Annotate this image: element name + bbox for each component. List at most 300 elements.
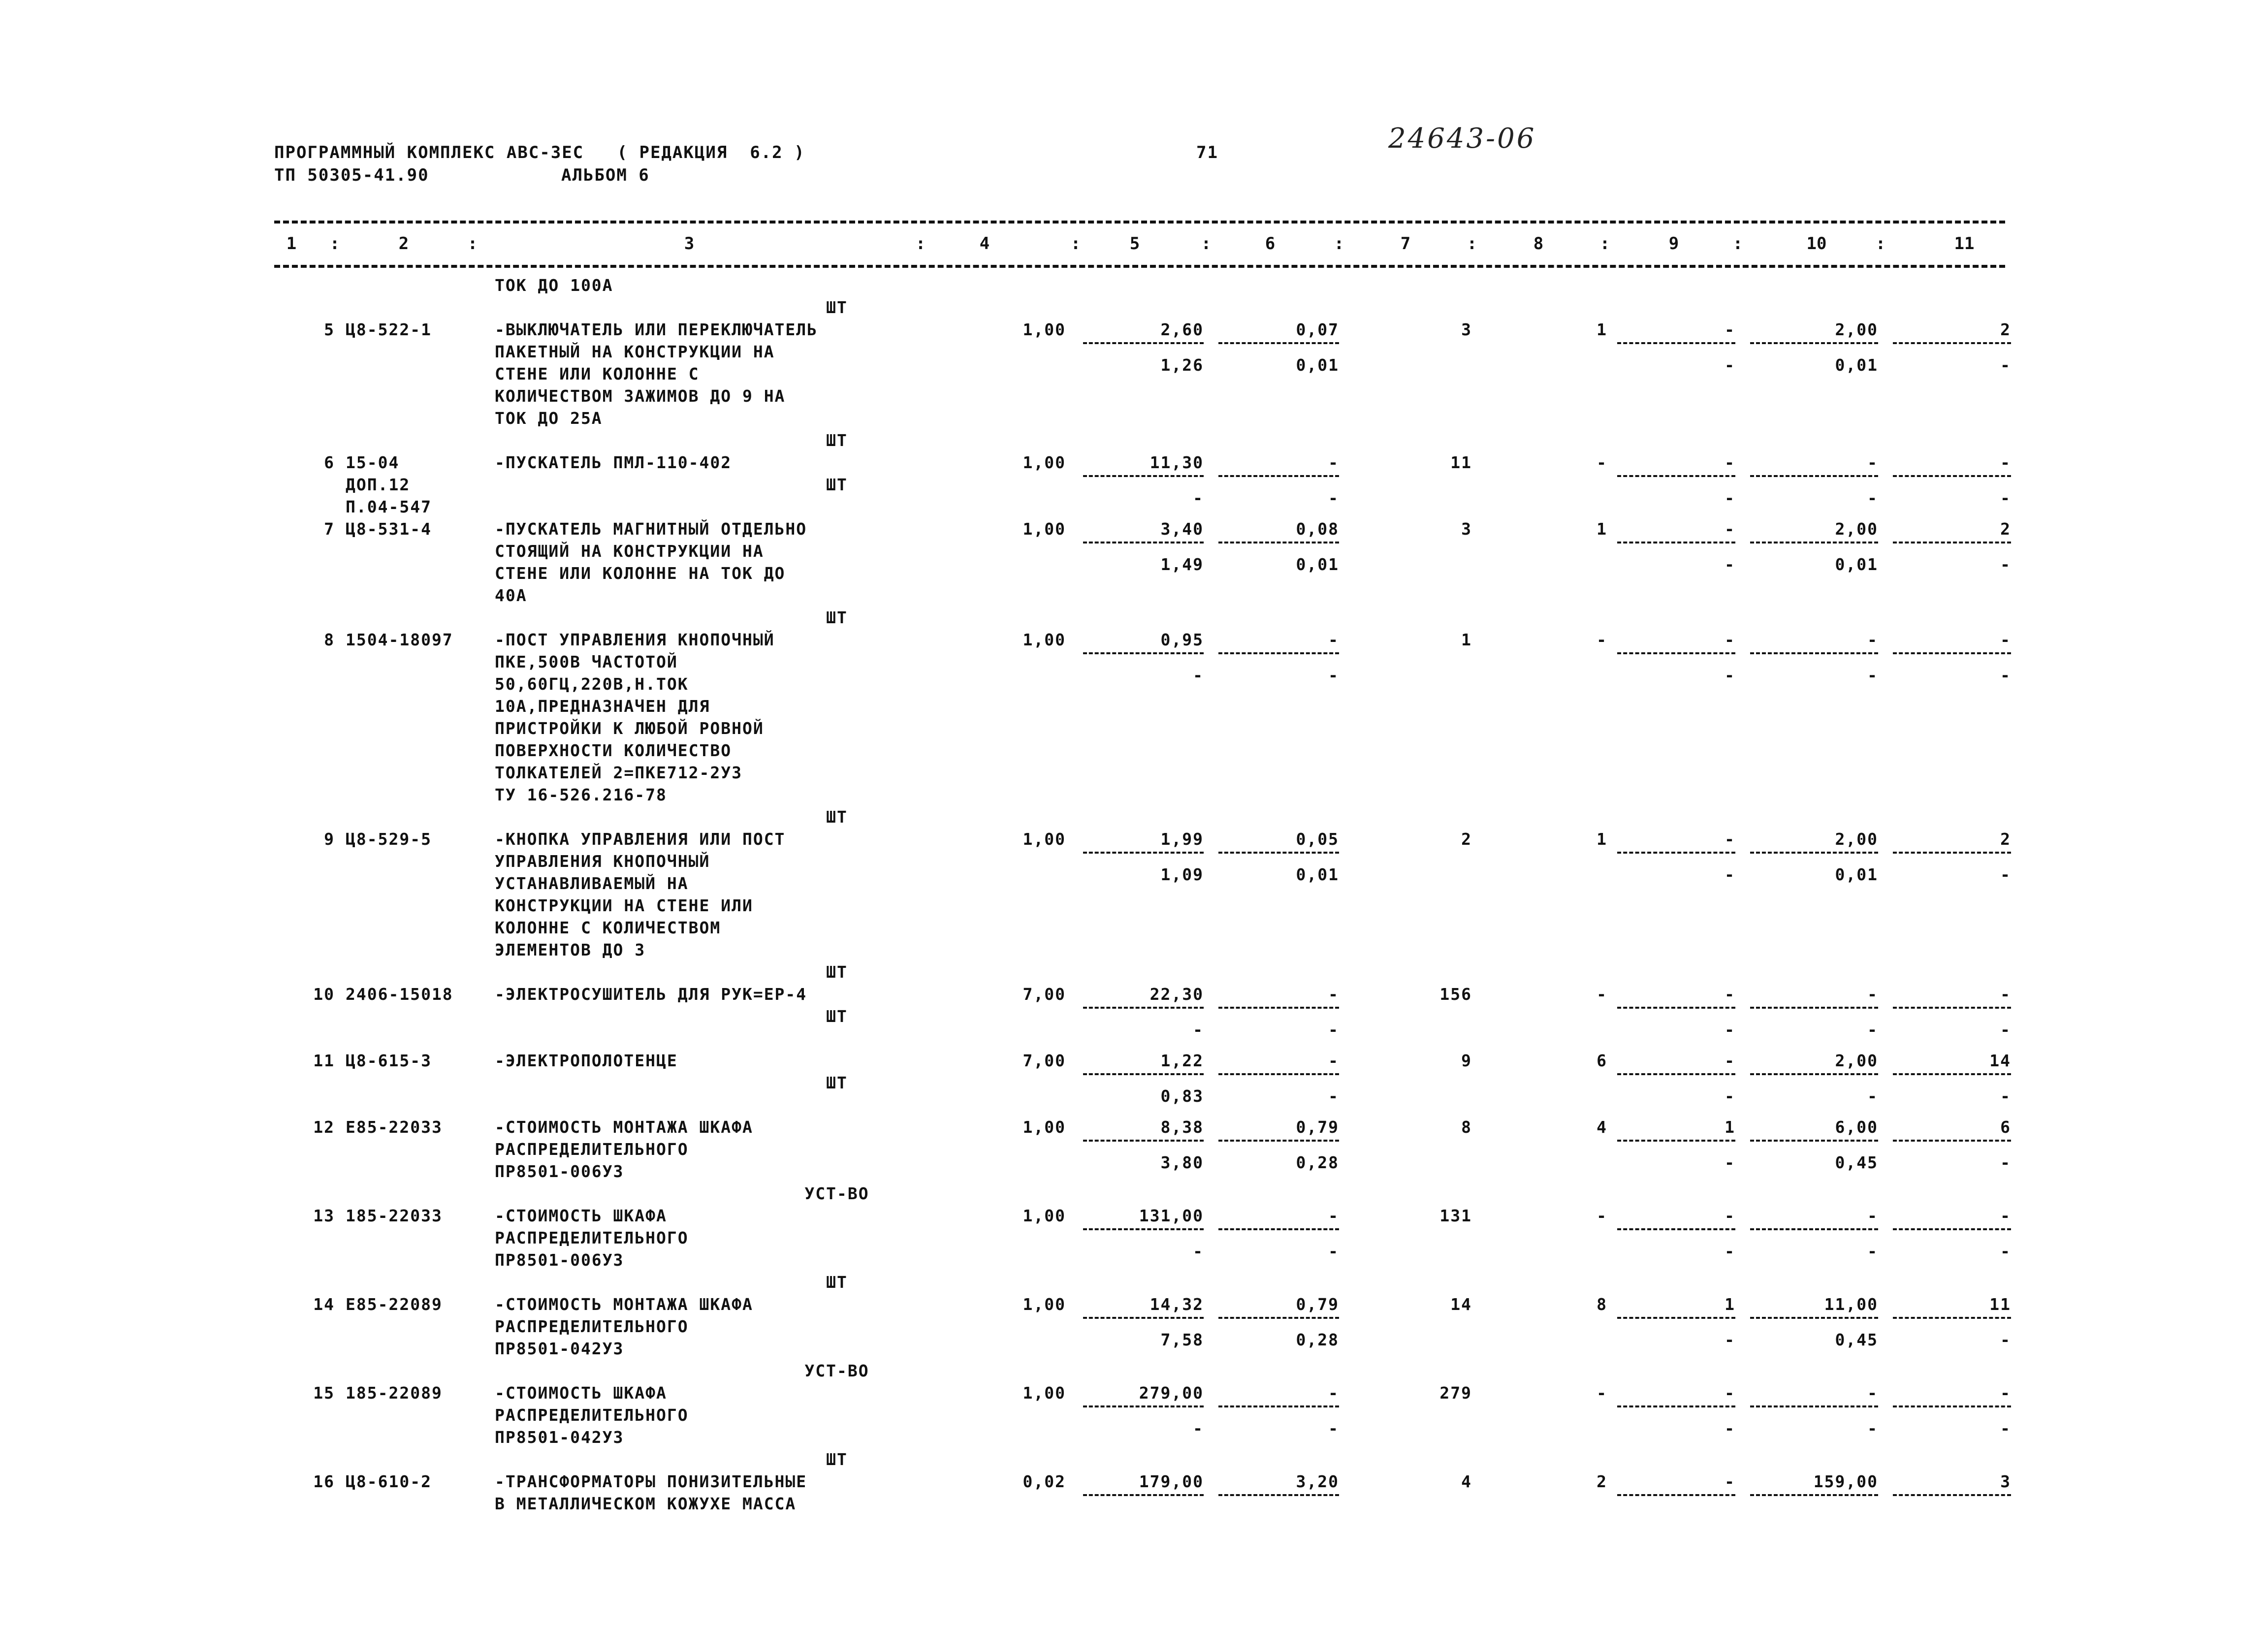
cell-col-c9: - — [1725, 1051, 1735, 1070]
value-divider — [1083, 852, 1204, 854]
cell-col-c11: 2 — [2000, 320, 2011, 339]
cell-col-qty: 1,00 — [1022, 1295, 1066, 1314]
detail-cell-d11: - — [2000, 666, 2011, 685]
column-number-2: 2 — [398, 234, 409, 254]
cell-col-qty: 1,00 — [1022, 320, 1066, 339]
value-divider — [1083, 1317, 1204, 1319]
cell-col-c7: 2 — [1461, 830, 1472, 849]
cell-col-c11: - — [2000, 1206, 2011, 1225]
unit-of-measure: ШТ — [826, 431, 848, 450]
cell-col-c9: - — [1725, 1383, 1735, 1403]
cell-col-num: 15 — [313, 1383, 335, 1403]
cell-col-num: 16 — [313, 1472, 335, 1491]
unit-of-measure: ШТ — [826, 962, 848, 982]
detail-cell-d11: - — [2000, 1330, 2011, 1349]
cell-col-qty: 1,00 — [1022, 630, 1066, 649]
value-divider — [1893, 1405, 2011, 1407]
cell-col-c6: - — [1328, 1206, 1339, 1225]
column-separator: : — [1599, 234, 1610, 254]
value-divider — [1617, 342, 1735, 344]
tp-code: ТП 50305-41.90 — [274, 165, 429, 185]
detail-cell-d11: - — [2000, 1153, 2011, 1172]
value-divider — [1750, 342, 1878, 344]
cell-col-c10: - — [1867, 985, 1878, 1004]
cell-col-c5: 1,22 — [1160, 1051, 1204, 1070]
detail-cell-d5: - — [1193, 1242, 1204, 1261]
cell-col-c9: - — [1725, 1472, 1735, 1491]
item-description: ПКЕ,500В ЧАСТОТОЙ — [495, 652, 678, 671]
unit-of-measure: ШТ — [826, 1450, 848, 1469]
cell-col-c8: 8 — [1597, 1295, 1607, 1314]
cell-col-qty: 0,02 — [1022, 1472, 1066, 1491]
album-label: АЛЬБОМ 6 — [561, 165, 650, 185]
column-separator: : — [1070, 234, 1081, 254]
cell-col-c5: 1,99 — [1160, 830, 1204, 849]
cell-col-c9: - — [1725, 453, 1735, 472]
item-description: -КНОПКА УПРАВЛЕНИЯ ИЛИ ПОСТ — [495, 830, 786, 849]
item-code: Ц8-522-1 — [346, 320, 432, 339]
detail-cell-d6: - — [1328, 666, 1339, 685]
detail-cell-d5: 7,58 — [1160, 1330, 1204, 1349]
detail-cell-d9: - — [1725, 666, 1735, 685]
item-code: 185-22033 — [346, 1206, 443, 1225]
item-description: КОЛИЧЕСТВОМ ЗАЖИМОВ ДО 9 НА — [495, 386, 786, 406]
cell-col-c10: 159,00 — [1813, 1472, 1878, 1491]
unit-of-measure: УСТ-ВО — [804, 1361, 869, 1380]
cell-col-qty: 1,00 — [1022, 830, 1066, 849]
value-divider — [1617, 1228, 1735, 1230]
program-title: ПРОГРАММНЫЙ КОМПЛЕКС АВС-3ЕС ( РЕДАКЦИЯ 6.2 ) — [274, 143, 805, 162]
detail-cell-d10: - — [1867, 666, 1878, 685]
cell-col-c7: 3 — [1461, 320, 1472, 339]
detail-cell-d9: - — [1725, 1330, 1735, 1349]
value-divider — [1750, 1007, 1878, 1009]
value-divider — [1218, 342, 1339, 344]
item-description: УПРАВЛЕНИЯ КНОПОЧНЫЙ — [495, 852, 710, 871]
item-description: СТОЯЩИЙ НА КОНСТРУКЦИИ НА — [495, 542, 764, 561]
cell-col-c11: - — [2000, 630, 2011, 649]
cell-col-c6: 3,20 — [1296, 1472, 1339, 1491]
column-separator: : — [915, 234, 926, 254]
detail-cell-d5: 0,83 — [1160, 1086, 1204, 1106]
detail-cell-d5: - — [1193, 1020, 1204, 1039]
item-code: Ц8-610-2 — [346, 1472, 432, 1491]
detail-cell-d10: 0,45 — [1835, 1330, 1878, 1349]
value-divider — [1617, 475, 1735, 477]
item-description: ПР8501-042У3 — [495, 1428, 624, 1447]
cell-col-c7: 9 — [1461, 1051, 1472, 1070]
detail-cell-d9: - — [1725, 488, 1735, 508]
value-divider — [1893, 1317, 2011, 1319]
value-divider — [1218, 1007, 1339, 1009]
value-divider — [1218, 852, 1339, 854]
cell-col-c11: - — [2000, 985, 2011, 1004]
cell-col-num: 11 — [313, 1051, 335, 1070]
unit-of-measure: ШТ — [826, 1007, 848, 1026]
value-divider — [1617, 542, 1735, 543]
cell-col-c8: 6 — [1597, 1051, 1607, 1070]
cell-col-c6: - — [1328, 1051, 1339, 1070]
cell-col-num: 9 — [324, 830, 335, 849]
cell-col-c9: - — [1725, 630, 1735, 649]
column-number-9: 9 — [1668, 234, 1679, 254]
cell-col-c6: 0,07 — [1296, 320, 1339, 339]
cell-col-c8: 1 — [1597, 519, 1607, 539]
cell-col-c7: 4 — [1461, 1472, 1472, 1491]
value-divider — [1750, 1073, 1878, 1075]
cell-col-num: 10 — [313, 985, 335, 1004]
item-description: ПР8501-042У3 — [495, 1339, 624, 1358]
column-separator: : — [467, 234, 478, 254]
column-number-6: 6 — [1265, 234, 1276, 254]
item-description: -СТОИМОСТЬ МОНТАЖА ШКАФА — [495, 1117, 753, 1137]
item-description: РАСПРЕДЕЛИТЕЛЬНОГО — [495, 1140, 689, 1159]
cell-col-c5: 179,00 — [1139, 1472, 1204, 1491]
cell-col-c8: 1 — [1597, 320, 1607, 339]
column-number-8: 8 — [1533, 234, 1544, 254]
detail-cell-d9: - — [1725, 355, 1735, 375]
item-description: -ПУСКАТЕЛЬ МАГНИТНЫЙ ОТДЕЛЬНО — [495, 519, 807, 539]
item-code: П.04-547 — [346, 497, 432, 516]
cell-col-c6: 0,79 — [1296, 1295, 1339, 1314]
value-divider — [1083, 1494, 1204, 1496]
column-separator: : — [1732, 234, 1743, 254]
value-divider — [1083, 342, 1204, 344]
cell-col-c10: 2,00 — [1835, 830, 1878, 849]
page-number: 71 — [1196, 143, 1218, 162]
cell-col-c10: 11,00 — [1824, 1295, 1878, 1314]
item-description: РАСПРЕДЕЛИТЕЛЬНОГО — [495, 1228, 689, 1247]
detail-cell-d11: - — [2000, 1020, 2011, 1039]
unit-of-measure: ШТ — [826, 1073, 848, 1092]
cell-col-c6: 0,79 — [1296, 1117, 1339, 1137]
item-description: ЭЛЕМЕНТОВ ДО 3 — [495, 940, 646, 959]
cell-col-qty: 1,00 — [1022, 1117, 1066, 1137]
cell-col-c11: 11 — [1989, 1295, 2011, 1314]
cell-col-c8: 2 — [1597, 1472, 1607, 1491]
value-divider — [1218, 475, 1339, 477]
value-divider — [1750, 1317, 1878, 1319]
item-description: СТЕНЕ ИЛИ КОЛОННЕ НА ТОК ДО — [495, 564, 786, 583]
cell-col-c10: 2,00 — [1835, 519, 1878, 539]
detail-cell-d11: - — [2000, 1086, 2011, 1106]
cell-col-c10: - — [1867, 1383, 1878, 1403]
detail-cell-d6: 0,01 — [1296, 355, 1339, 375]
cell-col-qty: 1,00 — [1022, 1206, 1066, 1225]
detail-cell-d11: - — [2000, 865, 2011, 884]
value-divider — [1893, 1228, 2011, 1230]
cell-col-num: 6 — [324, 453, 335, 472]
item-description: -ВЫКЛЮЧАТЕЛЬ ИЛИ ПЕРЕКЛЮЧАТЕЛЬ — [495, 320, 818, 339]
detail-cell-d5: - — [1193, 488, 1204, 508]
cell-col-c7: 11 — [1450, 453, 1472, 472]
cell-col-c11: 6 — [2000, 1117, 2011, 1137]
item-description: ПАКЕТНЫЙ НА КОНСТРУКЦИИ НА — [495, 342, 775, 361]
detail-cell-d11: - — [2000, 488, 2011, 508]
item-description: -ТРАНСФОРМАТОРЫ ПОНИЗИТЕЛЬНЫЕ — [495, 1472, 807, 1491]
detail-cell-d10: 0,01 — [1835, 555, 1878, 574]
cell-col-c10: 2,00 — [1835, 320, 1878, 339]
detail-cell-d6: 0,28 — [1296, 1330, 1339, 1349]
item-description: -ЭЛЕКТРОПОЛОТЕНЦЕ — [495, 1051, 678, 1070]
unit-of-measure: ШТ — [826, 608, 848, 627]
item-code: Ц8-529-5 — [346, 830, 432, 849]
cell-col-c5: 8,38 — [1160, 1117, 1204, 1137]
detail-cell-d9: - — [1725, 1242, 1735, 1261]
value-divider — [1617, 1405, 1735, 1407]
unit-of-measure: ШТ — [826, 807, 848, 827]
value-divider — [1617, 1317, 1735, 1319]
value-divider — [1083, 542, 1204, 543]
detail-cell-d5: 1,09 — [1160, 865, 1204, 884]
value-divider — [1893, 342, 2011, 344]
item-description: КОЛОННЕ С КОЛИЧЕСТВОМ — [495, 918, 721, 937]
cell-col-c5: 22,30 — [1150, 985, 1204, 1004]
item-description: ТОЛКАТЕЛЕЙ 2=ПКЕ712-2У3 — [495, 763, 742, 782]
detail-cell-d6: - — [1328, 1020, 1339, 1039]
item-description: УСТАНАВЛИВАЕМЫЙ НА — [495, 874, 689, 893]
item-code: 2406-15018 — [346, 985, 453, 1004]
cell-col-c7: 131 — [1439, 1206, 1472, 1225]
cell-col-c6: - — [1328, 453, 1339, 472]
column-number-4: 4 — [979, 234, 990, 254]
value-divider — [1083, 1405, 1204, 1407]
value-divider — [1893, 475, 2011, 477]
cell-col-c10: - — [1867, 453, 1878, 472]
cell-col-c5: 279,00 — [1139, 1383, 1204, 1403]
detail-cell-d5: 3,80 — [1160, 1153, 1204, 1172]
cell-col-c10: - — [1867, 1206, 1878, 1225]
item-description: ТУ 16-526.216-78 — [495, 785, 667, 804]
unit-of-measure: ШТ — [826, 475, 848, 494]
value-divider — [1750, 542, 1878, 543]
cell-col-c8: - — [1597, 985, 1607, 1004]
cell-col-c7: 156 — [1439, 985, 1472, 1004]
column-separator: : — [329, 234, 340, 254]
value-divider — [1893, 1140, 2011, 1142]
cell-col-c10: 2,00 — [1835, 1051, 1878, 1070]
item-code: ДОП.12 — [346, 475, 411, 494]
item-description: -ПУСКАТЕЛЬ ПМЛ-110-402 — [495, 453, 732, 472]
item-description: В МЕТАЛЛИЧЕСКОМ КОЖУХЕ МАССА — [495, 1494, 797, 1513]
item-description: 40А — [495, 586, 527, 605]
item-description: -СТОИМОСТЬ ШКАФА — [495, 1383, 667, 1403]
cell-col-c9: 1 — [1725, 1295, 1735, 1314]
detail-cell-d6: - — [1328, 488, 1339, 508]
detail-cell-d5: - — [1193, 1419, 1204, 1438]
value-divider — [1893, 1494, 2011, 1496]
item-description: РАСПРЕДЕЛИТЕЛЬНОГО — [495, 1405, 689, 1425]
column-number-7: 7 — [1400, 234, 1411, 254]
item-code: Ц8-531-4 — [346, 519, 432, 539]
column-separator: : — [1334, 234, 1344, 254]
cell-col-num: 8 — [324, 630, 335, 649]
header-bottom-rule — [274, 265, 2005, 268]
cell-col-c5: 14,32 — [1150, 1295, 1204, 1314]
item-code: Е85-22033 — [346, 1117, 443, 1137]
value-divider — [1617, 652, 1735, 654]
column-number-1: 1 — [286, 234, 297, 254]
item-code: Ц8-615-3 — [346, 1051, 432, 1070]
cell-col-c8: 1 — [1597, 830, 1607, 849]
value-divider — [1083, 652, 1204, 654]
item-description: ПРИСТРОЙКИ К ЛЮБОЙ РОВНОЙ — [495, 719, 764, 738]
cell-col-c7: 3 — [1461, 519, 1472, 539]
cell-col-c11: - — [2000, 453, 2011, 472]
item-description: 50,60ГЦ,220В,Н.ТОК — [495, 674, 689, 694]
detail-cell-d10: 0,01 — [1835, 865, 1878, 884]
unit-of-measure: ШТ — [826, 1273, 848, 1292]
item-description: СТЕНЕ ИЛИ КОЛОННЕ С — [495, 364, 700, 383]
cell-col-c9: 1 — [1725, 1117, 1735, 1137]
cell-col-c10: 6,00 — [1835, 1117, 1878, 1137]
cell-col-c9: - — [1725, 320, 1735, 339]
cell-col-c8: 4 — [1597, 1117, 1607, 1137]
value-divider — [1893, 1073, 2011, 1075]
cell-col-qty: 1,00 — [1022, 1383, 1066, 1403]
item-code: Е85-22089 — [346, 1295, 443, 1314]
cell-col-c11: 2 — [2000, 830, 2011, 849]
cell-col-c7: 8 — [1461, 1117, 1472, 1137]
detail-cell-d10: - — [1867, 1020, 1878, 1039]
item-description: -ЭЛЕКТРОСУШИТЕЛЬ ДЛЯ РУК=ЕР-4 — [495, 985, 807, 1004]
cell-col-c11: 3 — [2000, 1472, 2011, 1491]
detail-cell-d11: - — [2000, 1242, 2011, 1261]
value-divider — [1617, 1007, 1735, 1009]
cell-col-c5: 3,40 — [1160, 519, 1204, 539]
detail-cell-d5: 1,49 — [1160, 555, 1204, 574]
item-description: ТОК ДО 100А — [495, 276, 613, 295]
value-divider — [1617, 1494, 1735, 1496]
header-top-rule — [274, 221, 2005, 223]
detail-cell-d9: - — [1725, 1153, 1735, 1172]
cell-col-c6: - — [1328, 985, 1339, 1004]
value-divider — [1617, 1073, 1735, 1075]
value-divider — [1750, 652, 1878, 654]
cell-col-c5: 2,60 — [1160, 320, 1204, 339]
item-description: 10А,ПРЕДНАЗНАЧЕН ДЛЯ — [495, 697, 710, 716]
value-divider — [1893, 542, 2011, 543]
value-divider — [1218, 1073, 1339, 1075]
detail-cell-d6: 0,01 — [1296, 865, 1339, 884]
column-number-11: 11 — [1954, 234, 1975, 254]
detail-cell-d6: - — [1328, 1242, 1339, 1261]
detail-cell-d9: - — [1725, 1419, 1735, 1438]
unit-of-measure: УСТ-ВО — [804, 1184, 869, 1203]
detail-cell-d9: - — [1725, 1020, 1735, 1039]
cell-col-c5: 131,00 — [1139, 1206, 1204, 1225]
cell-col-c10: - — [1867, 630, 1878, 649]
cell-col-c7: 1 — [1461, 630, 1472, 649]
detail-cell-d10: - — [1867, 1419, 1878, 1438]
value-divider — [1218, 1405, 1339, 1407]
item-description: -ПОСТ УПРАВЛЕНИЯ КНОПОЧНЫЙ — [495, 630, 775, 649]
item-code: 185-22089 — [346, 1383, 443, 1403]
value-divider — [1617, 852, 1735, 854]
detail-cell-d6: 0,01 — [1296, 555, 1339, 574]
cell-col-c5: 0,95 — [1160, 630, 1204, 649]
cell-col-c6: 0,08 — [1296, 519, 1339, 539]
cell-col-c6: - — [1328, 630, 1339, 649]
handwritten-code: 24643-06 — [1388, 123, 1536, 155]
value-divider — [1218, 1228, 1339, 1230]
detail-cell-d6: 0,28 — [1296, 1153, 1339, 1172]
item-description: КОНСТРУКЦИИ НА СТЕНЕ ИЛИ — [495, 896, 753, 915]
item-description: -СТОИМОСТЬ МОНТАЖА ШКАФА — [495, 1295, 753, 1314]
item-description: ПОВЕРХНОСТИ КОЛИЧЕСТВО — [495, 741, 732, 760]
value-divider — [1750, 1140, 1878, 1142]
value-divider — [1083, 475, 1204, 477]
value-divider — [1218, 542, 1339, 543]
value-divider — [1750, 1494, 1878, 1496]
cell-col-c9: - — [1725, 830, 1735, 849]
value-divider — [1218, 1494, 1339, 1496]
cell-col-c6: 0,05 — [1296, 830, 1339, 849]
detail-cell-d5: 1,26 — [1160, 355, 1204, 375]
value-divider — [1083, 1228, 1204, 1230]
cell-col-qty: 1,00 — [1022, 519, 1066, 539]
value-divider — [1750, 1405, 1878, 1407]
detail-cell-d9: - — [1725, 1086, 1735, 1106]
cell-col-c9: - — [1725, 1206, 1735, 1225]
cell-col-c8: - — [1597, 453, 1607, 472]
value-divider — [1617, 1140, 1735, 1142]
value-divider — [1218, 1317, 1339, 1319]
column-number-10: 10 — [1806, 234, 1827, 254]
cell-col-c7: 14 — [1450, 1295, 1472, 1314]
item-description: ТОК ДО 25А — [495, 409, 603, 428]
value-divider — [1218, 652, 1339, 654]
value-divider — [1750, 475, 1878, 477]
item-description: -СТОИМОСТЬ ШКАФА — [495, 1206, 667, 1225]
cell-col-c11: - — [2000, 1383, 2011, 1403]
detail-cell-d9: - — [1725, 865, 1735, 884]
cell-col-num: 12 — [313, 1117, 335, 1137]
cell-col-c9: - — [1725, 519, 1735, 539]
value-divider — [1083, 1073, 1204, 1075]
unit-of-measure: ШТ — [826, 298, 848, 317]
value-divider — [1750, 852, 1878, 854]
column-separator: : — [1467, 234, 1477, 254]
column-number-3: 3 — [684, 234, 695, 254]
cell-col-c8: - — [1597, 1206, 1607, 1225]
value-divider — [1083, 1007, 1204, 1009]
cell-col-num: 13 — [313, 1206, 335, 1225]
cell-col-c7: 279 — [1439, 1383, 1472, 1403]
item-description: ПР8501-006У3 — [495, 1162, 624, 1181]
detail-cell-d9: - — [1725, 555, 1735, 574]
detail-cell-d5: - — [1193, 666, 1204, 685]
cell-col-c8: - — [1597, 1383, 1607, 1403]
detail-cell-d6: - — [1328, 1419, 1339, 1438]
item-description: РАСПРЕДЕЛИТЕЛЬНОГО — [495, 1317, 689, 1336]
cell-col-c8: - — [1597, 630, 1607, 649]
column-number-5: 5 — [1129, 234, 1140, 254]
cell-col-qty: 7,00 — [1022, 985, 1066, 1004]
item-description: ПР8501-006У3 — [495, 1250, 624, 1270]
detail-cell-d10: - — [1867, 488, 1878, 508]
cell-col-c11: 14 — [1989, 1051, 2011, 1070]
cell-col-c5: 11,30 — [1150, 453, 1204, 472]
item-code: 1504-18097 — [346, 630, 453, 649]
value-divider — [1893, 852, 2011, 854]
detail-cell-d10: 0,01 — [1835, 355, 1878, 375]
column-separator: : — [1875, 234, 1886, 254]
detail-cell-d10: - — [1867, 1242, 1878, 1261]
cell-col-num: 14 — [313, 1295, 335, 1314]
cell-col-c9: - — [1725, 985, 1735, 1004]
cell-col-num: 7 — [324, 519, 335, 539]
